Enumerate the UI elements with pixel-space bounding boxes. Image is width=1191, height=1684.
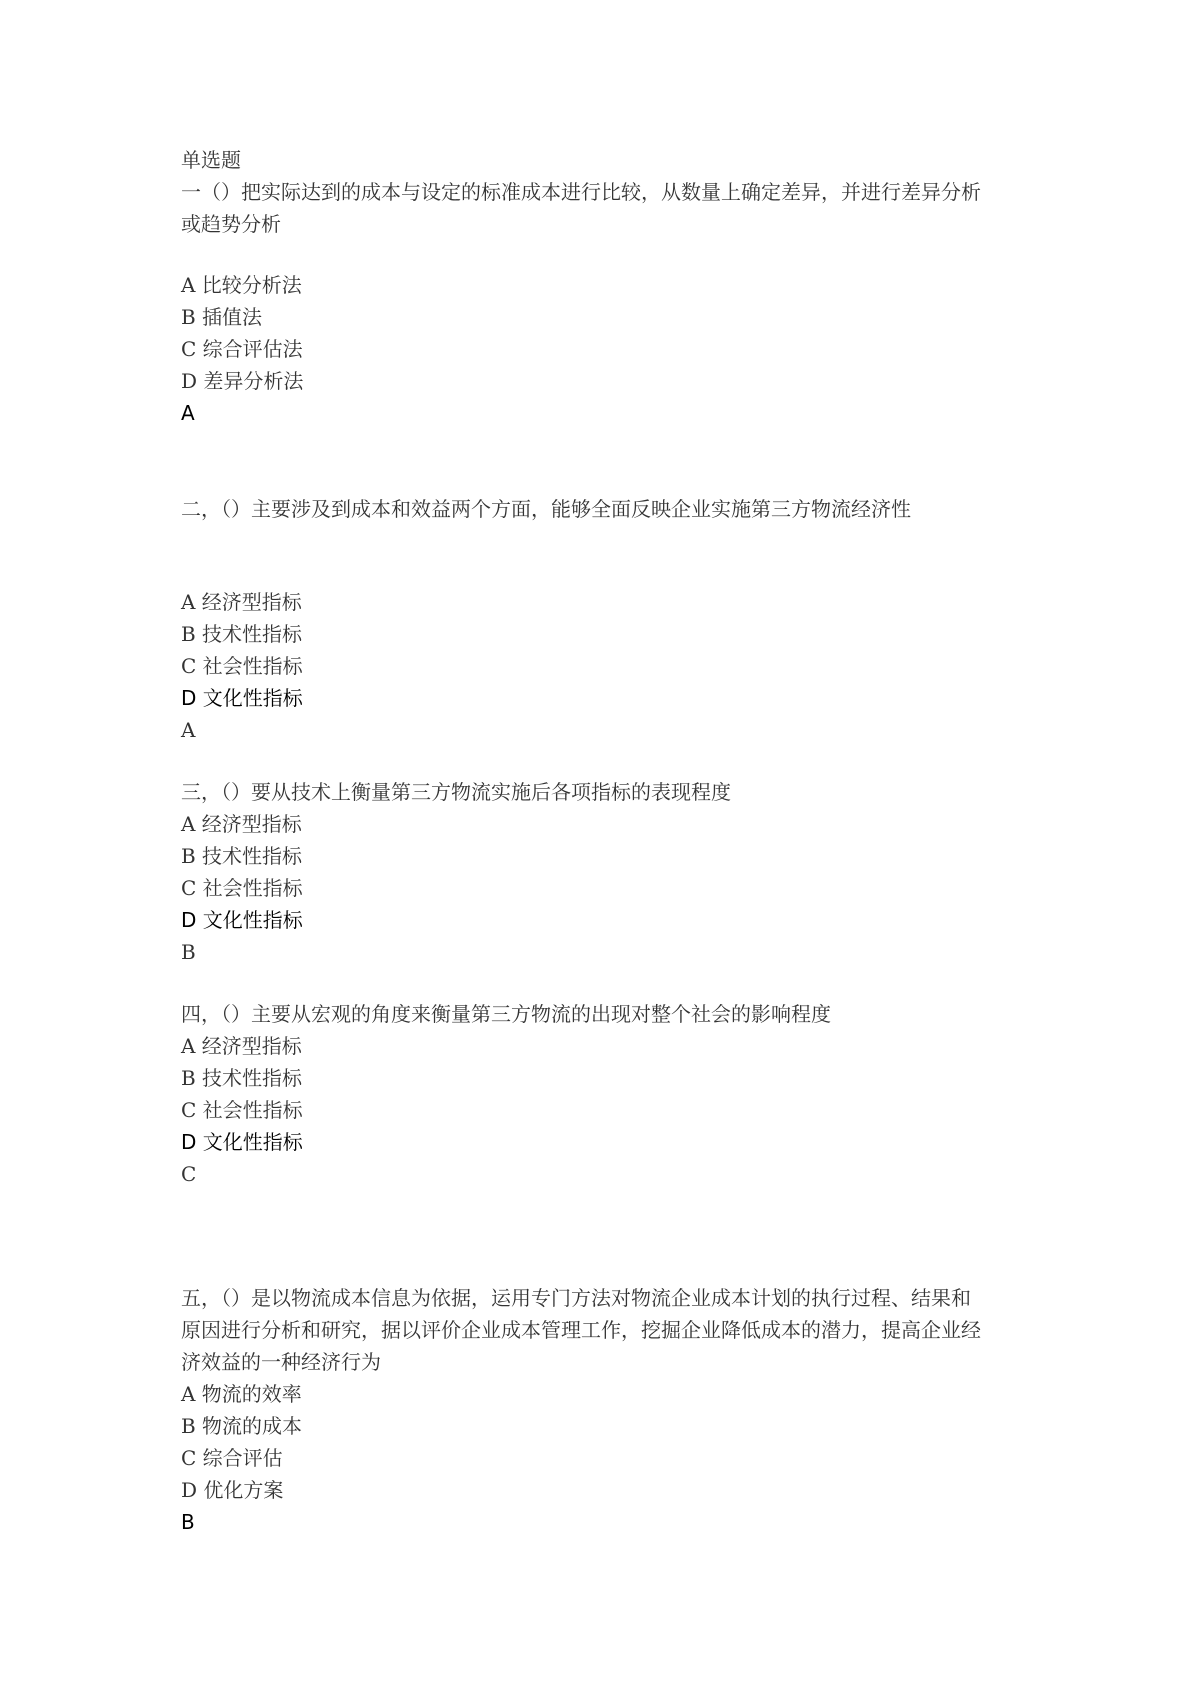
question-4-option-c: C 社会性指标 [181,1098,303,1122]
question-5-answer: B [181,1510,195,1534]
question-2-option-c: C 社会性指标 [181,654,303,678]
question-3-option-d: D 文化性指标 [181,908,303,932]
question-4-option-d: D 文化性指标 [181,1130,303,1154]
question-1-stem-line-2: 或趋势分析 [181,212,281,236]
question-3-option-a: A 经济型指标 [181,812,302,836]
question-4-answer: C [181,1162,197,1186]
question-5-option-d: D 优化方案 [181,1478,284,1502]
question-2-option-d: D 文化性指标 [181,686,303,710]
question-1-option-a: A 比较分析法 [181,273,302,297]
question-1-stem-line-1: 一（）把实际达到的成本与设定的标准成本进行比较，从数量上确定差异，并进行差异分析 [181,180,981,204]
question-5-stem-line-3: 济效益的一种经济行为 [181,1350,381,1374]
question-5-option-c: C 综合评估 [181,1446,283,1470]
question-1-option-b: B 插值法 [181,305,263,329]
question-3-option-c: C 社会性指标 [181,876,303,900]
question-2-option-b: B 技术性指标 [181,622,303,646]
question-3-option-b: B 技术性指标 [181,844,303,868]
question-1-option-d: D 差异分析法 [181,369,304,393]
question-4-option-a: A 经济型指标 [181,1034,302,1058]
question-5-stem-line-1: 五，（）是以物流成本信息为依据，运用专门方法对物流企业成本计划的执行过程、结果和 [181,1286,971,1310]
question-1-answer: A [181,401,195,425]
question-5-option-a: A 物流的效率 [181,1382,302,1406]
question-4-option-b: B 技术性指标 [181,1066,303,1090]
question-2-answer: A [181,718,196,742]
question-1-option-c: C 综合评估法 [181,337,303,361]
question-5-stem-line-2: 原因进行分析和研究，据以评价企业成本管理工作，挖掘企业降低成本的潜力，提高企业经 [181,1318,981,1342]
question-3-stem-line-1: 三，（）要从技术上衡量第三方物流实施后各项指标的表现程度 [181,780,731,804]
question-5-option-b: B 物流的成本 [181,1414,303,1438]
question-2-stem-line-1: 二，（）主要涉及到成本和效益两个方面，能够全面反映企业实施第三方物流经济性 [181,497,911,521]
question-4-stem-line-1: 四，（）主要从宏观的角度来衡量第三方物流的出现对整个社会的影响程度 [181,1002,831,1026]
question-3-answer: B [181,940,196,964]
question-2-option-a: A 经济型指标 [181,590,302,614]
section-title: 单选题 [181,148,241,172]
